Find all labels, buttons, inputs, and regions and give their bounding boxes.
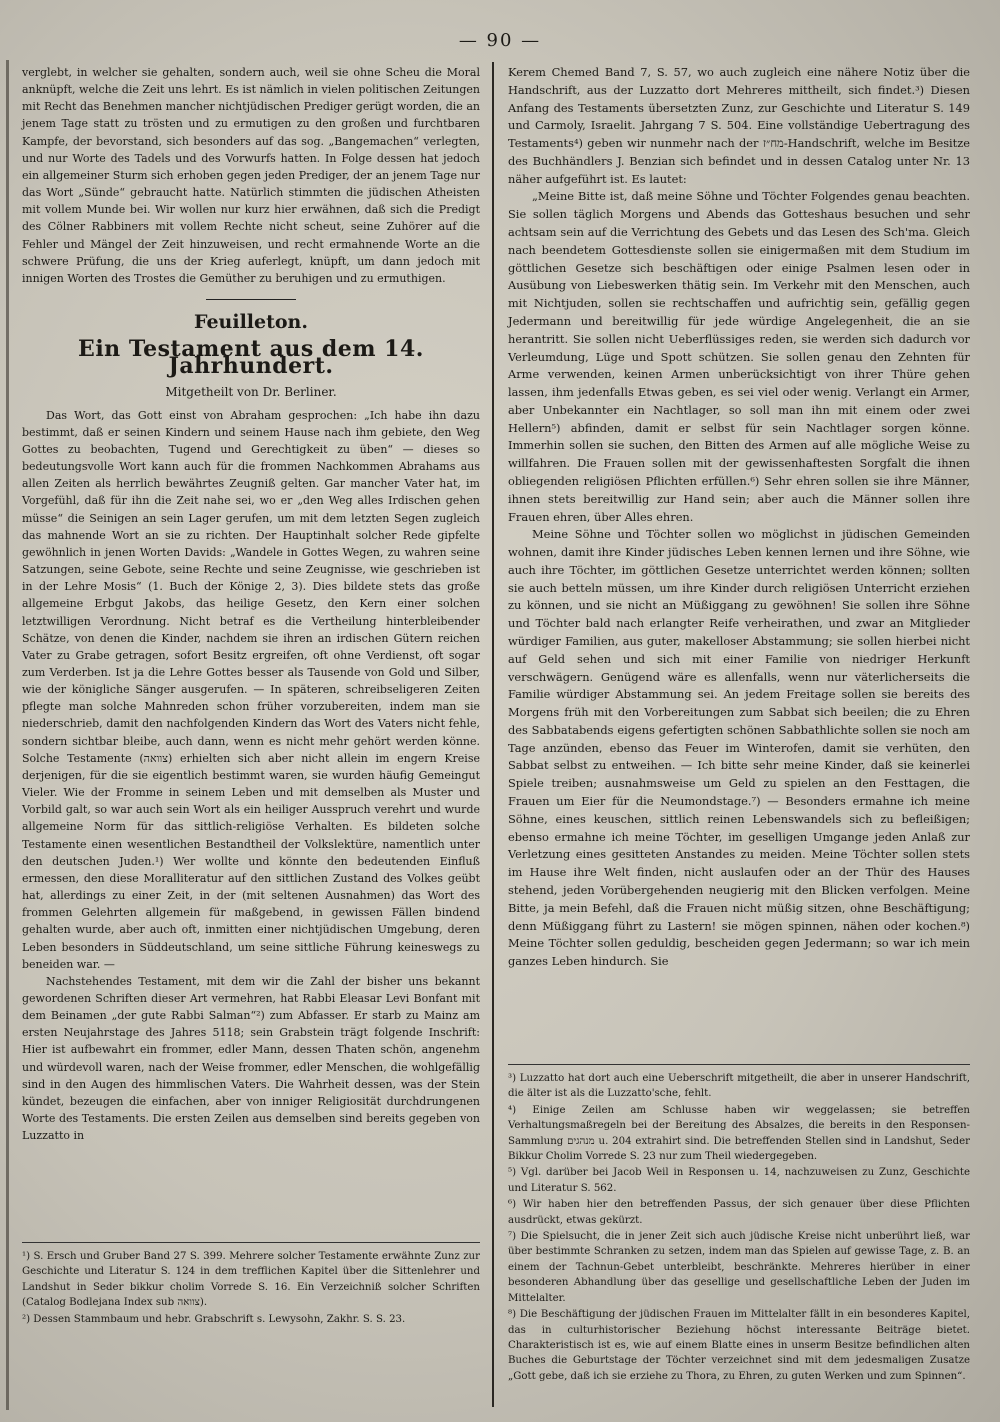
footnote-3: ³) Luzzatto hat dort auch eine Ueberschrift mitgetheilt, die aber in unserer Handschrift, die älter ist als die Luzzatto'sche, fehlt. <box>508 1073 970 1100</box>
section-heading: Feuilleton. <box>194 311 308 334</box>
article-paragraph-3: Kerem Chemed Band 7, S. 57, wo auch zugleich eine nähere Notiz über die Handschrift, aus der Luzzatto dort Mehreres mittheilt, sich findet.³) Diesen Anfang des Testaments übersetzten Zunz, zur Geschichte und Literatur S. 149 und Carmoly, Israelit. Jahrgang 7 S. 504. Eine vollständige Uebertragung des Testaments⁴) geben wir nunmehr nach der מח״ז-Handschrift, welche im Besitze des Buchhändlers J. Benzian sich befindet und in dessen Catalog unter Nr. 13 näher aufgeführt ist. Es lautet: <box>508 65 970 186</box>
article-paragraph-5: Meine Söhne und Töchter sollen wo möglichst in jüdischen Gemeinden wohnen, damit ihre Kinder jüdisches Leben kennen lernen und ihre Söhne, wie auch ihre Töchter, im göttlichen Gesetze unterrichtet werden können; sollten sie auch betteln müssen, um ihre Kinder durch religiösen Unterricht erziehen zu können, und sie nicht an Müßiggang zu gewöhnen! Sie sollen ihre Söhne und Töchter bald nach erlangter Reife verheirathen, und zwar an Mitglieder würdiger Familien, aus guter, makelloser Abstammung; sie sollen hierbei nicht auf Geld sehen und sich mit einer Familie von niedriger Herkunft verschwägern. Genügend wäre es allenfalls, wenn nur väterlicherseits die Familie würdiger Abstammung sei. An jedem Freitage sollen sie bereits des Morgens früh mit den Vorbereitungen zum Sabbat sich beeilen; die zu Ehren des Sabbatabends eigens gefertigten schönen Sabbathlichte sollen sie noch am Tage anzünden, ebenso das Feuer im Winterofen, damit sie verhüten, den Sabbat selbst zu entweihen. — Ich bitte sehr meine Kinder, daß sie keinerlei Spiele treiben; ausnahmsweise um Geld zu spielen an den Festtagen, die Frauen um Eier für die Neumondstage.⁷) — Besonders ermahne ich meine Söhne, eines keuschen, sittlich reinen Lebenswandels sich zu befleißigen; ebenso ermahne ich meine Töchter, im geselligen Umgange jeden Anlaß zur Verletzung eines gesitteten Anstandes zu meiden. Meine Töchter sollen stets im Hause ihre Welt finden, nicht auslaufen oder an der Thür des Hauses stehend, jeden Vorübergehenden neugierig mit den Blicken verfolgen. Meine Bitte, ja mein Befehl, daß die Frauen nicht müßig sitzen, ohne Beschäftigung; denn Müßiggang führt zu Lastern! sie mögen spinnen, nähen oder kochen.⁸) Meine Töchter sollen geduldig, bescheiden gegen Jedermann; so war ich mein ganzes Leben hindurch. Sie <box>508 527 970 969</box>
footnote-2: ²) Dessen Stammbaum und hebr. Grabschrift s. Lewysohn, Zakhr. S. S. 23. <box>22 1313 406 1325</box>
footnote-5: ⁵) Vgl. darüber bei Jacob Weil in Responsen u. 14, nachzuweisen zu Zunz, Geschichte und Literatur S. 562. <box>508 1167 970 1194</box>
page-edge-shadow <box>6 60 9 1410</box>
column-rule <box>492 62 494 1407</box>
article-paragraph-4: „Meine Bitte ist, daß meine Söhne und Töchter Folgendes genau beachten. Sie sollen täglich Morgens und Abends das Gotteshaus besuchen und sehr achtsam sein auf die Verrichtung des Gebets und das Lesen des Sch'ma. Gleich nach beendetem Gottesdienste sollen sie einigermaßen mit dem Studium im göttlichen Gesetze sich beschäftigen oder einige Psalmen lesen oder in Ausübung von Liebeswerken thätig sein. Im Verkehr mit den Menschen, auch mit Nichtjuden, sollen sie rechtschaffen und aufrichtig sein, gefällig gegen Jedermann und bereitwillig für jede würdige Angelegenheit, die an sie herantritt. Sie sollen nicht Ueberflüssiges reden, sie werden sich dadurch vor Verleumdung, Lüge und Spott schützen. Sie sollen genau den Zehnten für Arme verwenden, keinen Armen unberücksichtigt von ihrer Thüre gehen lassen, ihm jedenfalls Etwas geben, es sei viel oder wenig. Verlangt ein Armer, aber Unbekannter ein Nachtlager, so soll man ihn mit einem oder zwei Hellern⁵) abfinden, damit er selbst für sein Nachtlager sorgen könne. Immerhin sollen sie suchen, den Bitten des Armen auf alle mögliche Weise zu willfahren. Die Frauen sollen mit der gewissenhaftesten Sorgfalt die ihnen obliegenden religiösen Pflichten erfüllen.⁶) Sehr ehren sollen sie ihre Männer, ihnen stets bereitwillig zur Hand sein; aber auch die Männer sollen ihre Frauen ehren, über Alles ehren. <box>508 189 970 524</box>
footnote-6: ⁶) Wir haben hier den betreffenden Passus, der sich genauer über diese Pflichten ausdrückt, etwas gekürzt. <box>508 1199 970 1226</box>
footnote-4: ⁴) Einige Zeilen am Schlusse haben wir weggelassen; sie betreffen Verhaltungsmaßregeln bei der Bereitung des Absalzes, die bereits in den Responsen-Sammlung מנהגים u. 204 extrahirt sind. Die betreffenden Stellen sind in Landshut, Seder Bikkur Cholim Vorrede S. 23 nur zum Theil wiedergegeben. <box>508 1104 970 1163</box>
section-divider <box>206 299 296 300</box>
article-paragraph-1: Das Wort, das Gott einst von Abraham gesprochen: „Ich habe ihn dazu bestimmt, daß er seinen Kindern und seinem Hause nach ihm gebiete, den Weg Gottes zu beobachten, Tugend und Gerechtigkeit zu üben“ — dieses so bedeutungsvolle Wort kann auch für die frommen Nachkommen Abrahams aus allen Zeiten als herrlich bewährtes Zeugniß gelten. Gar mancher Vater hat, im Vorgefühl, daß für ihn die Zeit nahe sei, wo er „den Weg alles Irdischen gehen müsse“ die Seinigen an sein Lager gerufen, um mit dem letzten Segen zugleich das mahnende Wort an sie zu richten. Der Hauptinhalt solcher Rede gipfelte gewöhnlich in jenen Worten Davids: „Wandele in Gottes Wegen, zu wahren seine Satzungen, seine Gebote, seine Rechte und seine Zeugnisse, wie geschrieben ist in der Lehre Mosis“ (1. Buch der Könige 2, 3). Dies bildete stets das große allgemeine Erbgut Jakobs, das heilige Gesetz, den Kern einer solchen letztwilligen Verordnung. Nicht betraf es die Vertheilung hinterbleibender Schätze, von denen die Kinder, nachdem sie ihren an irdischen Gütern reichen Vater zu Grabe getragen, sofort Besitz ergreifen, oft ohne Verdienst, oft sogar zum Verderben. Ist ja die Lehre Gottes besser als Tausende von Gold und Silber, wie der königliche Sänger ausgerufen. — In späteren, schreibseligeren Zeiten pflegte man solche Mahnreden schon früher vorzubereiten, indem man sie niederschrieb, damit den nachfolgenden Kindern das Wort des Vaters nicht fehle, sondern sichtbar bleibe, auch dann, wenn es nicht mehr gehört werden könne. Solche Testamente (צוואה) erhielten sich aber nicht allein im engern Kreise derjenigen, für die sie eigentlich bestimmt waren, sie wurden häufig Gemeingut Vieler. Wie der Fromme in seinem Leben und mit demselben als Muster und Vorbild galt, so war auch sein Wort als ein heiliger Ausspruch verehrt und wurde allgemeine Norm für das sittlich-religiöse Verhalten. Es bildeten solche Testamente einen wesentlichen Bestandtheil der Volkslektüre, namentlich unter den deutschen Juden.¹) Wer wollte und könnte den bedeutenden Einfluß ermessen, den diese Moralliteratur auf den sittlichen Zustand des Volkes geübt hat, allerdings zu einer Zeit, in der (mit seltenen Ausnahmen) das Wort des frommen Gelehrten allgemein für maßgebend, in gewissen Fällen bindend gehalten wurde, aber auch oft, inmitten einer nichtjüdischen Umgebung, deren Leben besonders in Süddeutschland, um seine sittliche Führung keineswegs zu beneiden war. — <box>22 408 480 971</box>
article-paragraph-2: Nachstehendes Testament, mit dem wir die Zahl der bisher uns bekannt gewordenen Schriften dieser Art vermehren, hat Rabbi Eleasar Levi Bonfant mit dem Beinamen „der gute Rabbi Salman“²) zum Abfasser. Er starb zu Mainz am ersten Neujahrstage des Jahres 5118; sein Grabstein trägt folgende Inschrift: Hier ist aufbewahrt ein frommer, edler Mann, dessen Thaten schön, angenehm und würdevoll waren, nach der Weise frommer, edler Menschen, die wohlgefällig sind in den Augen des himmlischen Vaters. Die Wahrheit dessen, was der Stein kündet, bezeugen die einfachen, aber von inniger Religiosität durchdrungenen Worte des Testaments. Die ersten Zeilen aus demselben sind bereits gegeben von Luzzatto in <box>22 974 480 1143</box>
page-number: — 90 — <box>458 30 542 51</box>
left-footnotes <box>22 1242 480 1328</box>
footnote-8: ⁸) Die Beschäftigung der jüdischen Frauen im Mittelalter fällt in ein besonderes Kapitel, das in culturhistorischer Beziehung höchst interessante Beiträge bietet. Charakteristisch ist es, wie auf einem Blatte eines in unserm Besitze befindlichen alten Buches die Geburtstage der Töchter verzeichnet sind mit dem jedesmaligen Zusatze „Gott gebe, daß ich sie erziehe zu Thora, zu Ehren, zu guten Werken und zum Spinnen“. <box>508 1309 970 1382</box>
right-column <box>508 64 970 1382</box>
footnote-7: ⁷) Die Spielsucht, die in jener Zeit sich auch jüdische Kreise nicht unberührt ließ, war über bestimmte Schranken zu setzen, indem man das Spielen auf gewisse Tage, z. B. an einem der Tachnun-Gebet unterbleibt, beschränkte. Mehreres hierüber in einer besonderen Abhandlung über das gesellige und gesellschaftliche Leben der Juden im Mittelalter. <box>508 1231 970 1304</box>
intro-paragraph: verglebt, in welcher sie gehalten, sondern auch, weil sie ohne Scheu die Moral anknüpft, welche die Zeit uns lehrt. Es ist nämlich in vielen politischen Zeitungen mit Recht das Benehmen mancher nichtjüdischen Prediger gerügt worden, die an jenem Tage statt zu trösten und zu ermutigen zu den großen und furchtbaren Kampfe, der bevorstand, sich besonders auf das sog. „Bangemachen“ verlegten, und nur Worte des Tadels und des Vorwurfs hatten. In Folge dessen hat jedoch ein allgemeiner Sturm sich erhoben gegen jeden Prediger, der an jenem Tage nur das Wort „Sünde“ gebraucht hatte. Natürlich stimmten die jüdischen Atheisten mit vollem Munde bei. Wir wollen nur kurz hier erwähnen, daß sich die Predigt des Cölner Rabbiners mit vollem Rechte nicht scheut, seine Zuhörer auf die Fehler und Mängel der Zeit hinzuweisen, und recht ermahnende Worte an die schwere Prüfung, die uns der Krieg auferlegt, knüpft, um dann jedoch mit innigen Worten des Trostes die Gemüther zu beruhigen und zu ermuthigen. <box>22 66 480 285</box>
left-column <box>22 64 480 1325</box>
article-byline: Mitgetheilt von Dr. Berliner. <box>165 384 337 399</box>
right-footnotes <box>508 1064 970 1385</box>
article-title: Ein Testament aus dem 14. Jahrhundert. <box>78 336 424 380</box>
footnote-1: ¹) S. Ersch und Gruber Band 27 S. 399. Mehrere solcher Testamente erwähnte Zunz zur Geschichte und Literatur S. 124 in dem trefflichen Kapitel über die Sittenlehrer und Landshut in Seder bikkur cholim Vorrede S. 16. Ein Verzeichniß solcher Schriften (Catalog Bodlejana Index sub צוואה). <box>22 1251 480 1309</box>
